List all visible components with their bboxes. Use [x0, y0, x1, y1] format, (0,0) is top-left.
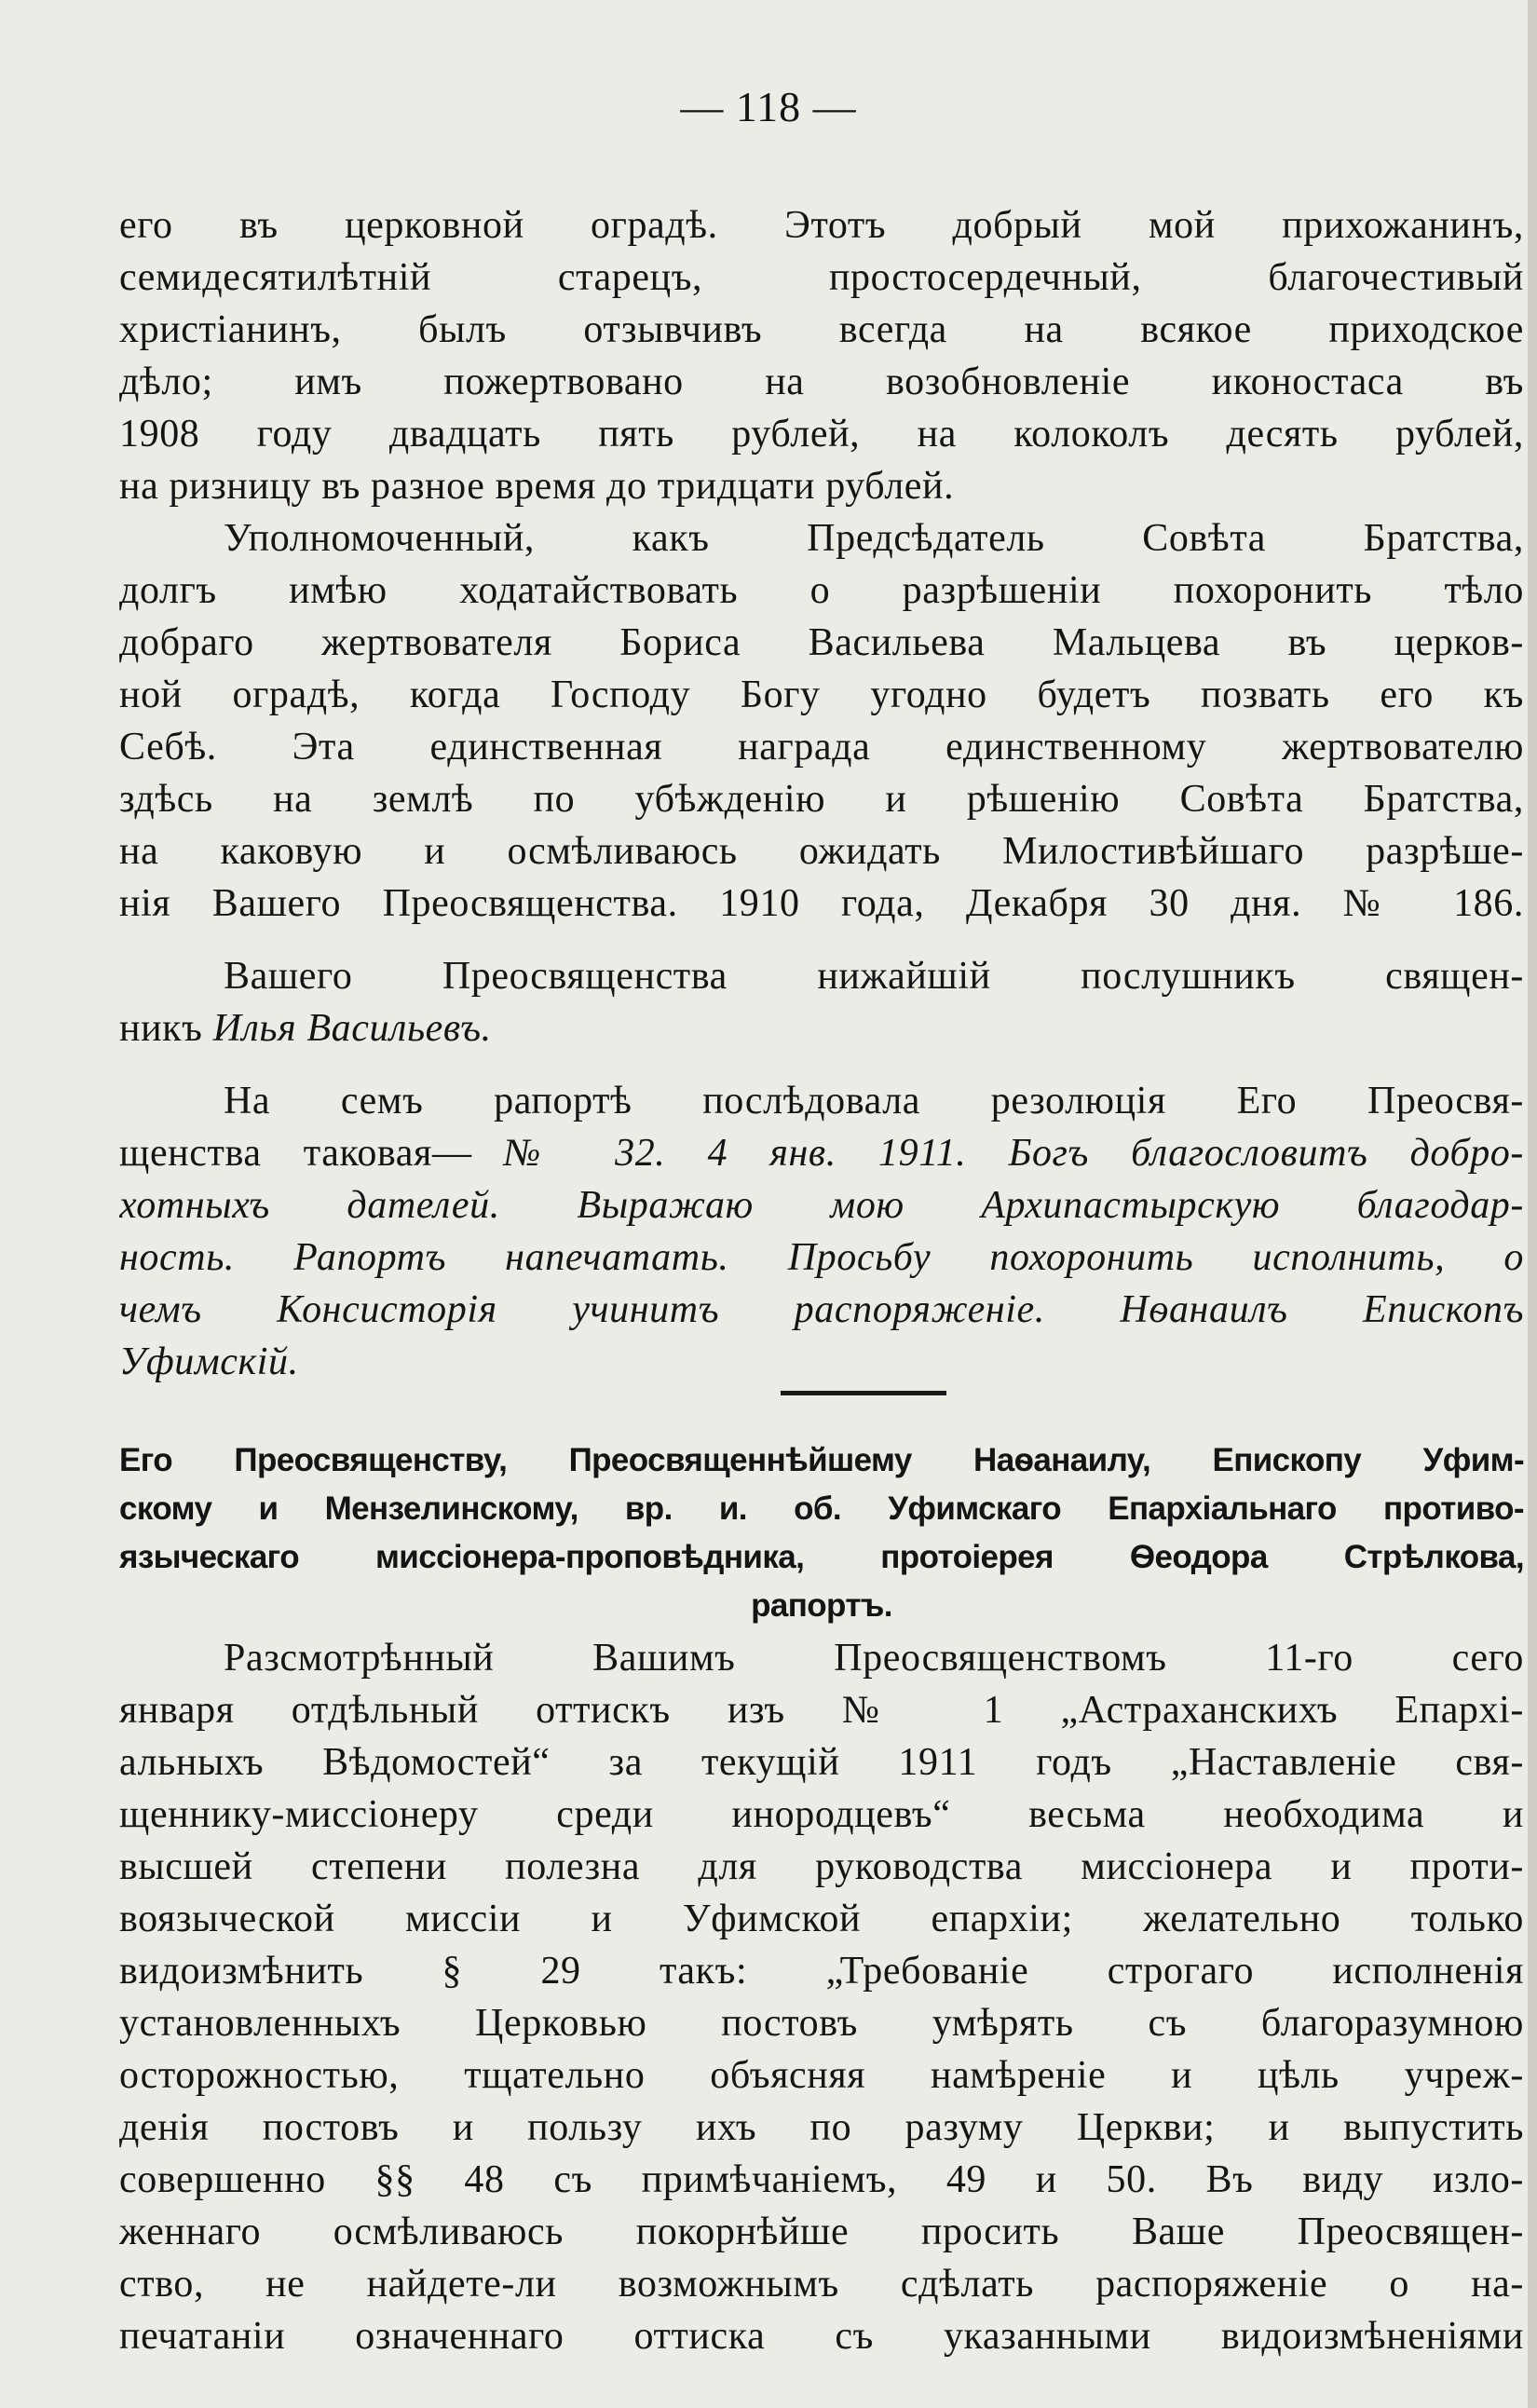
page-number: — 118 — — [680, 83, 857, 130]
text-block-top — [119, 199, 1524, 1388]
text-line: альныхъ Вѣдомостей“ за текущій 1911 годъ „Наставленіе свя- — [119, 1741, 1524, 1784]
resolution-line: ность. Рапортъ напечатать. Просьбу похоронить исполнить, о — [119, 1236, 1524, 1279]
text-line: семидесятилѣтній старецъ, простосердечный, благочестивый — [119, 256, 1524, 299]
text-line: на каковую и осмѣливаюсь ожидать Милостивѣйшаго разрѣше- — [119, 830, 1524, 873]
text-line: добраго жертвователя Бориса Васильева Мальцева въ церков- — [119, 621, 1524, 664]
text-line: христіанинъ, былъ отзывчивъ всегда на всякое приходское — [119, 308, 1524, 351]
page-edge — [1528, 0, 1537, 2408]
section-heading — [119, 1436, 1524, 1630]
text-line: совершенно §§ 48 съ примѣчаніемъ, 49 и 50. Въ виду изло- — [119, 2158, 1524, 2201]
text-line: Уполномоченный, какъ Предсѣдатель Совѣта Братства, — [224, 517, 1524, 560]
resolution-text: № 32. 4 янв. 1911. Богъ благословитъ добро- — [471, 1132, 1524, 1175]
text-line: видоизмѣнить § 29 такъ: „Требованіе строгаго исполненія — [119, 1950, 1524, 1993]
text-line: его въ церковной оградѣ. Этотъ добрый мой прихожанинъ, — [119, 204, 1524, 247]
text-line: установленныхъ Церковью постовъ умѣрять съ благоразумною — [119, 2002, 1524, 2045]
text-line: денія постовъ и пользу ихъ по разуму Церкви; и выпустить — [119, 2106, 1524, 2149]
text-line: высшей степени полезна для руководства миссіонера и проти- — [119, 1845, 1524, 1888]
heading-line: скому и Мензелинскому, вр. и. об. Уфимскаго Епархіальнаго противо- — [119, 1490, 1524, 1527]
text-line: воязыческой миссіи и Уфимской епархіи; желательно только — [119, 1898, 1524, 1940]
section-divider — [781, 1391, 946, 1395]
heading-line: Его Преосвященству, Преосвященнѣйшему Наѳанаилу, Епископу Уфим- — [119, 1442, 1524, 1478]
text-line: женнаго осмѣливаюсь покорнѣйше просить Ваше Преосвящен- — [119, 2211, 1524, 2253]
heading-line: языческаго миссіонера-проповѣдника, протоіерея Ѳеодора Стрѣлкова, — [119, 1539, 1524, 1575]
text-line: щеннику-миссіонеру среди инородцевъ“ весьма необходима и — [119, 1793, 1524, 1836]
resolution-line: чемъ Консисторія учинитъ распоряженіе. Нѳанаилъ Епископъ — [119, 1288, 1524, 1331]
text-line: на ризницу въ разное время до тридцати рублей. — [119, 465, 955, 508]
text-line: дѣло; имъ пожертвовано на возобновленіе иконостаса въ — [119, 361, 1524, 403]
resolution-line: хотныхъ дателей. Выражаю мою Архипастырскую благодар- — [119, 1184, 1524, 1227]
text-line: долгъ имѣю ходатайствовать о разрѣшеніи похоронить тѣло — [119, 569, 1524, 612]
text-line: На семъ рапортѣ послѣдовала резолюція Его Преосвя- — [224, 1080, 1524, 1122]
text-line: ной оградѣ, когда Господу Богу угодно будетъ позвать его къ — [119, 673, 1524, 716]
text-line: Разсмотрѣнный Вашимъ Преосвященствомъ 11-го сего — [224, 1637, 1524, 1680]
signer-name: Илья Васильевъ. — [212, 1007, 492, 1050]
text-line: 1908 году двадцать пять рублей, на колоколъ десять рублей, — [119, 413, 1524, 456]
text-line: печатаніи означеннаго оттиска съ указанными видоизмѣненіями — [119, 2315, 1524, 2358]
text-line: здѣсь на землѣ по убѣжденію и рѣшенію Совѣта Братства, — [119, 778, 1524, 821]
text-segment: никъ — [119, 1007, 213, 1050]
text-line: января отдѣльный оттискъ изъ № 1 „Астраханскихъ Епархі- — [119, 1689, 1524, 1732]
text-line: Себѣ. Эта единственная награда единственному жертвователю — [119, 726, 1524, 769]
text-block-bottom — [119, 1632, 1524, 2362]
text-line: ство, не найдете-ли возможнымъ сдѣлать распоряженіе о на- — [119, 2263, 1524, 2306]
resolution-line: Уфимскій. — [119, 1340, 299, 1383]
heading-line: рапортъ. — [751, 1587, 892, 1624]
signature-line — [119, 1002, 1524, 1054]
text-line: нія Вашего Преосвященства. 1910 года, Декабря 30 дня. № 186. — [119, 882, 1524, 925]
resolution-line — [119, 1127, 1524, 1179]
text-line: осторожностью, тщательно объясняя намѣреніе и цѣль учреж- — [119, 2054, 1524, 2097]
text-segment: щенства таковая— — [119, 1132, 472, 1175]
text-line: Вашего Преосвященства нижайшій послушникъ священ- — [224, 955, 1524, 998]
